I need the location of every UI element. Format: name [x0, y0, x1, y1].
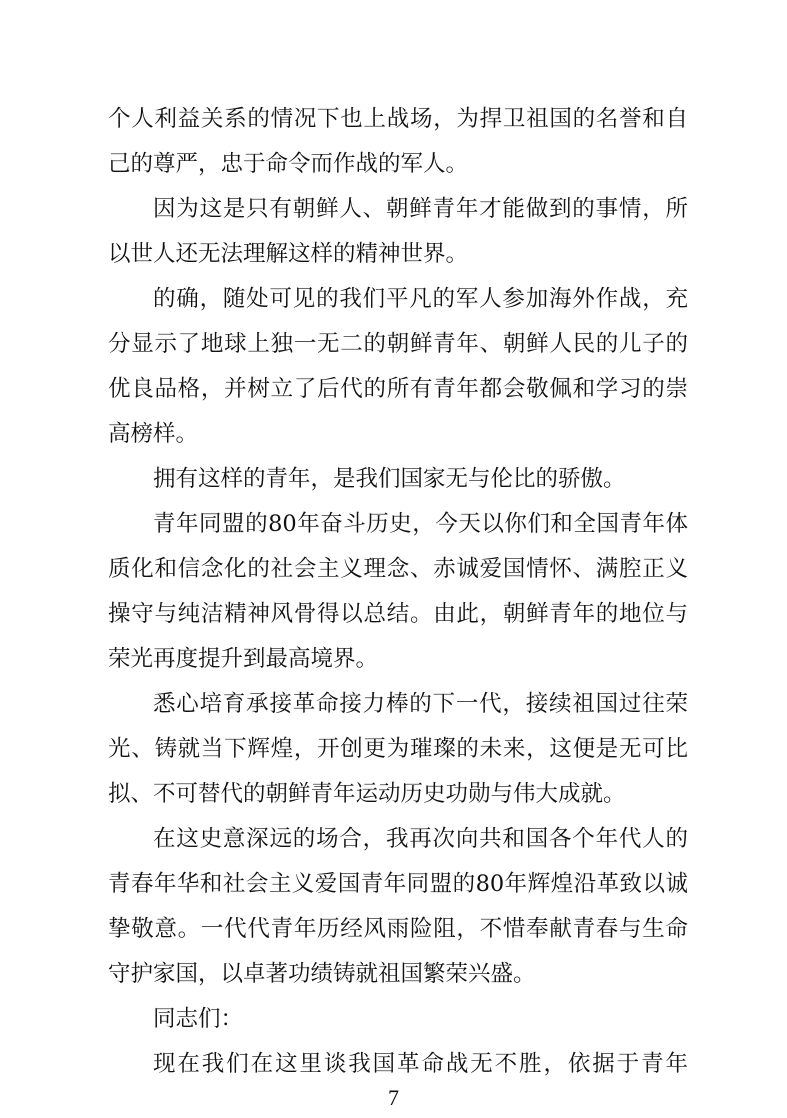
text-line: 分显示了地球上独一无二的朝鲜青年、朝鲜人民的儿子的 — [108, 331, 688, 357]
text-line: 挚敬意。一代代青年历经风雨险阻，不惜奉献青春与生命 — [108, 916, 688, 942]
text-line: 现在我们在这里谈我国革命战无不胜，依据于青年 — [153, 1051, 688, 1077]
text-line: 在这史意深远的场合，我再次向共和国各个年代人的 — [153, 826, 688, 852]
text-line: 因为这是只有朝鲜人、朝鲜青年才能做到的事情，所 — [153, 196, 688, 222]
text-line: 个人利益关系的情况下也上战场，为捍卫祖国的名誉和自 — [108, 106, 688, 132]
text-line: 同志们： — [153, 1006, 244, 1032]
text-line: 荣光再度提升到最高境界。 — [108, 646, 379, 672]
text-line: 的确，随处可见的我们平凡的军人参加海外作战，充 — [153, 286, 688, 312]
text-line: 质化和信念化的社会主义理念、赤诚爱国情怀、满腔正义 — [108, 556, 688, 582]
text-line: 青年同盟的80年奋斗历史，今天以你们和全国青年体 — [153, 511, 688, 537]
text-line: 以世人还无法理解这样的精神世界。 — [108, 241, 469, 267]
text-line: 操守与纯洁精神风骨得以总结。由此，朝鲜青年的地位与 — [108, 601, 688, 627]
page-number: 7 — [388, 1085, 399, 1110]
text-line: 高榜样。 — [108, 421, 199, 447]
text-line: 己的尊严，忠于命令而作战的军人。 — [108, 151, 469, 177]
text-line: 光、铸就当下辉煌，开创更为璀璨的未来，这便是无可比 — [108, 736, 688, 762]
text-line: 拥有这样的青年，是我们国家无与伦比的骄傲。 — [153, 466, 626, 492]
text-line: 守护家国，以卓著功绩铸就祖国繁荣兴盛。 — [108, 961, 536, 987]
text-line: 拟、不可替代的朝鲜青年运动历史功勋与伟大成就。 — [108, 781, 626, 807]
text-line: 悉心培育承接革命接力棒的下一代，接续祖国过往荣 — [153, 691, 688, 717]
text-line: 青春年华和社会主义爱国青年同盟的80年辉煌沿革致以诚 — [108, 871, 688, 897]
text-line: 优良品格，并树立了后代的所有青年都会敬佩和学习的崇 — [108, 376, 688, 402]
